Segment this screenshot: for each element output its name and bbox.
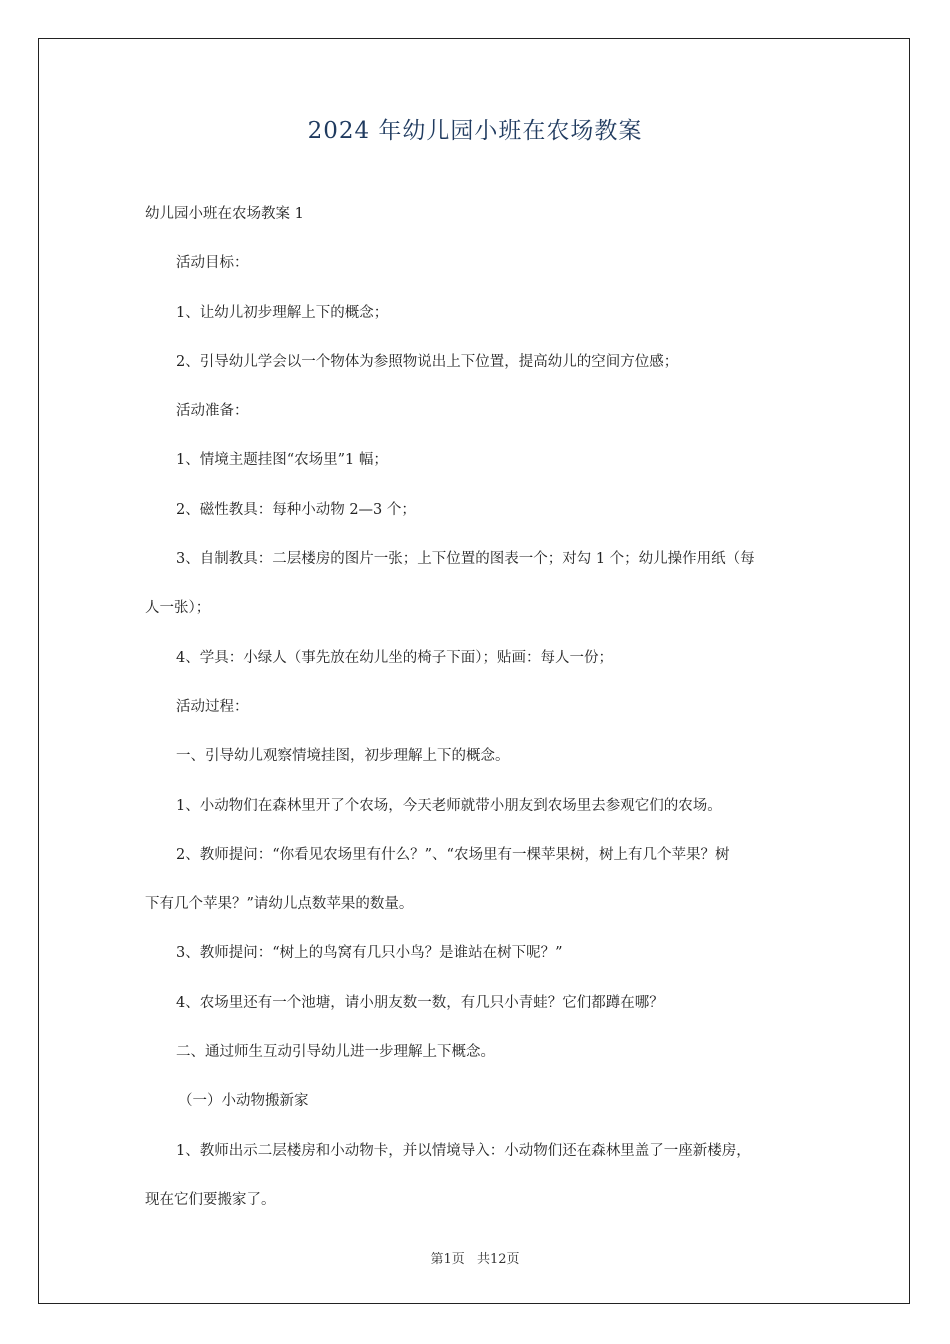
paragraph-line: 1、教师出示二层楼房和小动物卡，并以情境导入：小动物们还在森林里盖了一座新楼房， xyxy=(176,1142,751,1159)
paragraph-line: 活动过程： xyxy=(176,698,249,715)
paragraph-line: 3、教师提问：“树上的鸟窝有几只小鸟？是谁站在树下呢？” xyxy=(176,945,563,962)
paragraph-line: （一）小动物搬新家 xyxy=(178,1093,309,1110)
document-title: 2024 年幼儿园小班在农场教案 xyxy=(307,118,643,144)
page-total: 共12页 xyxy=(476,1252,520,1267)
page-footer xyxy=(0,1248,950,1267)
paragraph-line: 3、自制教具：二层楼房的图片一张；上下位置的图表一个；对勾 1 个；幼儿操作用纸（每 xyxy=(176,551,755,568)
paragraph-line: 二、通过师生互动引导幼儿进一步理解上下概念。 xyxy=(176,1044,495,1061)
paragraph-line: 下有几个苹果？”请幼儿点数苹果的数量。 xyxy=(145,896,414,913)
paragraph-line: 现在它们要搬家了。 xyxy=(145,1191,276,1208)
paragraph-line: 2、教师提问：“你看见农场里有什么？”、“农场里有一棵苹果树，树上有几个苹果？树 xyxy=(176,846,730,863)
document-body xyxy=(145,200,809,1235)
section-heading: 幼儿园小班在农场教案 1 xyxy=(145,206,304,222)
page-number: 第1页 xyxy=(430,1252,465,1267)
paragraph-line: 1、让幼儿初步理解上下的概念； xyxy=(176,304,389,321)
paragraph-line: 2、引导幼儿学会以一个物体为参照物说出上下位置，提高幼儿的空间方位感； xyxy=(176,353,679,370)
paragraph-line: 活动目标： xyxy=(176,255,249,272)
paragraph-line: 1、情境主题挂图“农场里”1 幅； xyxy=(176,452,388,469)
paragraph-line: 活动准备： xyxy=(176,403,249,420)
paragraph-line: 4、农场里还有一个池塘，请小朋友数一数，有几只小青蛙？它们都蹲在哪？ xyxy=(176,994,664,1011)
paragraph-line: 2、磁性教具：每种小动物 2—3 个； xyxy=(176,501,416,518)
paragraph-line: 1、小动物们在森林里开了个农场，今天老师就带小朋友到农场里去参观它们的农场。 xyxy=(176,797,722,814)
paragraph-line: 4、学具：小绿人（事先放在幼儿坐的椅子下面）；贴画：每人一份； xyxy=(176,649,613,666)
paragraph-line: 人一张）； xyxy=(145,600,211,617)
paragraph-line: 一、引导幼儿观察情境挂图，初步理解上下的概念。 xyxy=(176,748,510,765)
